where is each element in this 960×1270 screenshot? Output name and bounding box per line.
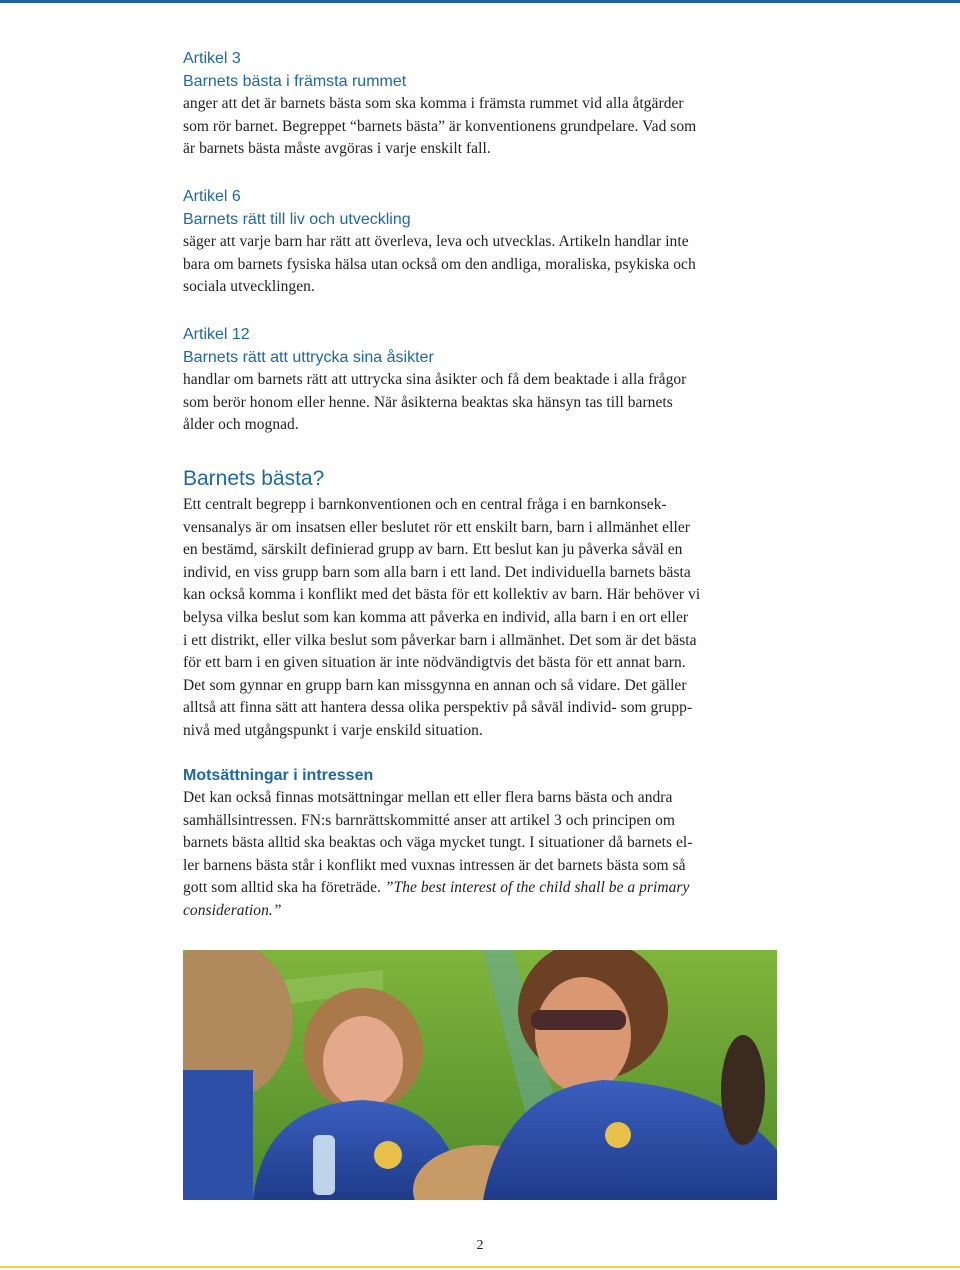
article-6-line-3: sociala utvecklingen. bbox=[183, 278, 315, 296]
photo-illustration bbox=[183, 950, 777, 1200]
main-line-1: Ett centralt begrepp i barnkonventionen och en central fråga i en barnkonsek- bbox=[183, 496, 667, 513]
conflict-line-5 bbox=[183, 877, 777, 900]
article-3-line-2: som rör barnet. Begreppet “barnets bästa” är konventionens grundpelare. Vad som bbox=[183, 117, 697, 135]
main-line-10: alltså att finna sätt att hantera dessa olika perspektiv på såväl individ- som grupp- bbox=[183, 699, 693, 717]
article-6-line-1: säger att varje barn har rätt att överleva, leva och utvecklas. Artikeln handlar inte bbox=[183, 233, 689, 250]
main-line-9: Det som gynnar en grupp barn kan missgynna en annan och så vidare. Det gäller bbox=[183, 676, 687, 694]
article-12-line-1: handlar om barnets rätt att uttrycka sina åsikter och få dem beaktade i alla frågor bbox=[183, 371, 687, 388]
conflict-line-5-text: gott som alltid ska ha företräde. bbox=[183, 879, 385, 897]
article-6-line-2: bara om barnets fysiska hälsa utan också om den andliga, moraliska, psykiska och bbox=[183, 255, 696, 273]
main-heading: Barnets bästa? bbox=[183, 467, 325, 490]
article-12 bbox=[183, 323, 777, 437]
bottom-rule bbox=[0, 1266, 960, 1268]
page-number: 2 bbox=[476, 1238, 484, 1253]
article-3-title: Barnets bästa i främsta rummet bbox=[183, 73, 407, 90]
article-12-line-2: som berör honom eller henne. När åsikterna beaktas ska hänsyn tas till barnets bbox=[183, 393, 673, 411]
conflict-line-4: ler barnens bästa står i konflikt med vuxnas intressen är det barnets bästa som så bbox=[183, 856, 686, 874]
main-line-5: kan också komma i konflikt med det bästa för ett kollektiv av barn. Här behöver vi bbox=[183, 586, 701, 604]
main-line-4: individ, en viss grupp barn som alla barn i ett land. Det individuella barnets bästa bbox=[183, 563, 691, 581]
article-3-label: Artikel 3 bbox=[183, 50, 241, 67]
article-3-line-1: anger att det är barnets bästa som ska komma i främsta rummet vid alla åtgärder bbox=[183, 95, 684, 112]
article-12-label: Artikel 12 bbox=[183, 326, 250, 343]
article-12-line-3: ålder och mognad. bbox=[183, 416, 299, 434]
main-line-11: nivå med utgångspunkt i varje enskild situation. bbox=[183, 721, 483, 739]
main-section bbox=[183, 466, 777, 743]
main-line-7: i ett distrikt, eller vilka beslut som påverkar barn i allmänhet. Det som är det bästa bbox=[183, 631, 697, 649]
main-line-6: belysa vilka beslut som kan komma att påverka en individ, alla barn i en ort eller bbox=[183, 608, 689, 626]
conflict-line-6 bbox=[183, 900, 777, 923]
top-rule bbox=[0, 0, 960, 3]
main-line-3: en bestämd, särskilt definierad grupp av barn. Ett beslut kan ju påverka såväl en bbox=[183, 541, 683, 559]
main-line-8: för ett barn i en given situation är inte nödvändigtvis det bästa för ett annat barn. bbox=[183, 654, 686, 672]
article-3 bbox=[183, 47, 777, 161]
article-3-line-3: är barnets bästa måste avgöras i varje enskilt fall. bbox=[183, 140, 491, 158]
quote-end: consideration.” bbox=[183, 901, 282, 919]
conflict-heading: Motsättningar i intressen bbox=[183, 767, 374, 784]
main-line-2: vensanalys är om insatsen eller beslutet rör ett enskilt barn, barn i allmänhet eller bbox=[183, 518, 690, 536]
conflict-line-3: barnets bästa alltid ska beaktas och väga mycket tungt. I situationer då barnets el- bbox=[183, 834, 693, 852]
article-12-title: Barnets rätt att uttrycka sina åsikter bbox=[183, 349, 434, 366]
article-6 bbox=[183, 185, 777, 299]
article-6-title: Barnets rätt till liv och utveckling bbox=[183, 211, 411, 228]
conflict-line-2: samhällsintressen. FN:s barnrättskommitté anser att artikel 3 och principen om bbox=[183, 811, 676, 829]
photo-children-with-coach bbox=[183, 950, 777, 1200]
conflict-section bbox=[183, 764, 777, 923]
conflict-line-1: Det kan också finnas motsättningar mellan ett eller flera barns bästa och andra bbox=[183, 789, 673, 806]
quote-start: ”The best interest of the child shall be a primary bbox=[384, 879, 690, 897]
article-6-label: Artikel 6 bbox=[183, 188, 241, 205]
